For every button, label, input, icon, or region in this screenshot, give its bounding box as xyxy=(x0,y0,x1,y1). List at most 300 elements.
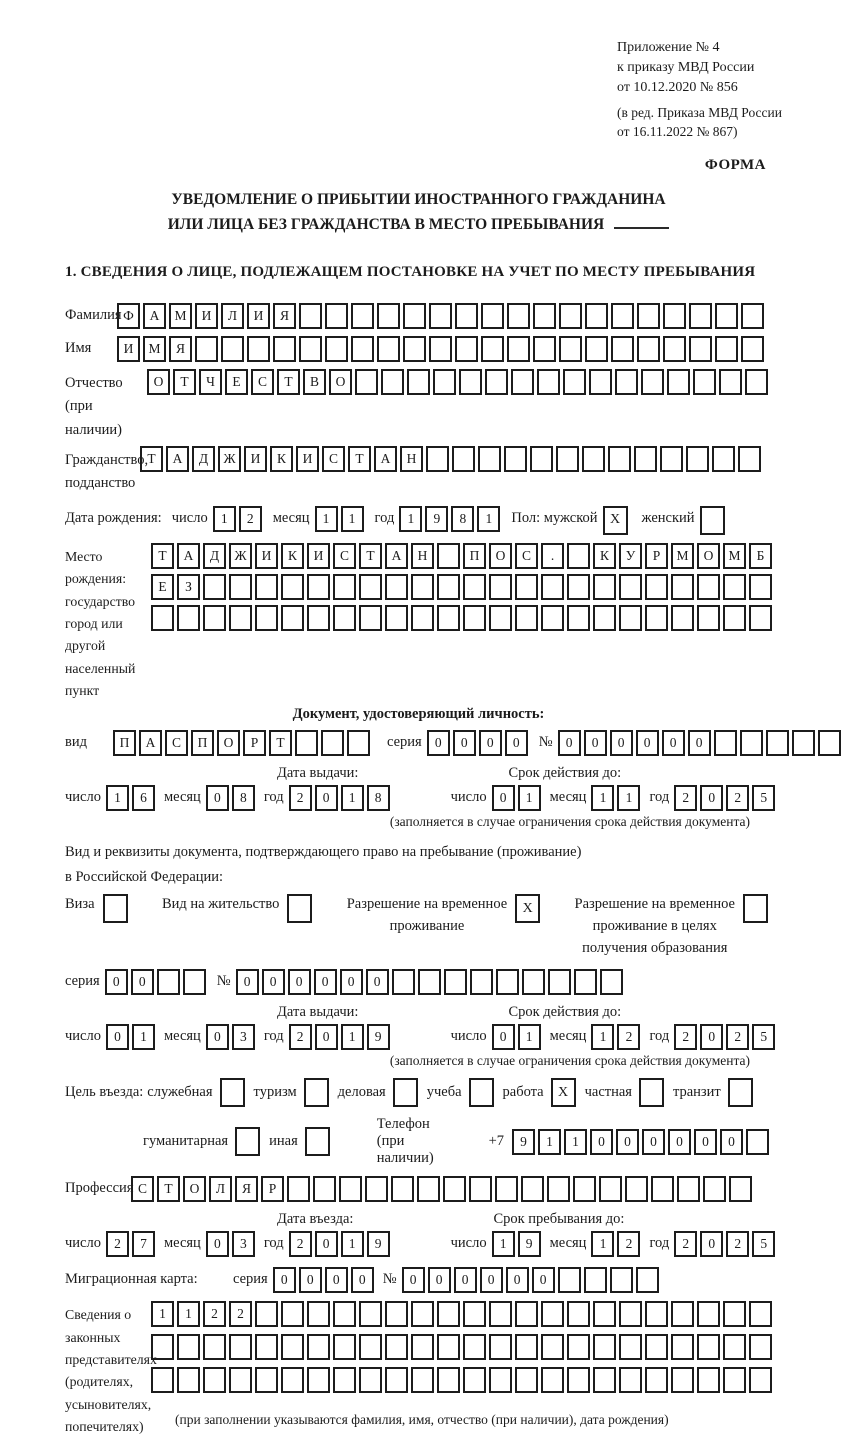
char-cell[interactable]: И xyxy=(117,336,140,362)
char-cell[interactable] xyxy=(365,1176,388,1202)
char-cell[interactable]: М xyxy=(143,336,166,362)
char-cell[interactable] xyxy=(325,303,348,329)
char-cell[interactable] xyxy=(611,336,634,362)
char-cell[interactable]: 2 xyxy=(203,1301,226,1327)
char-cell[interactable]: 2 xyxy=(106,1231,129,1257)
char-cell[interactable] xyxy=(307,574,330,600)
char-cell[interactable] xyxy=(559,336,582,362)
char-cell[interactable] xyxy=(489,1367,512,1393)
char-cell[interactable]: 0 xyxy=(688,730,711,756)
char-cell[interactable] xyxy=(469,1176,492,1202)
char-cell[interactable]: 3 xyxy=(232,1231,255,1257)
char-cell[interactable]: 0 xyxy=(236,969,259,995)
char-cell[interactable] xyxy=(645,605,668,631)
char-cell[interactable] xyxy=(183,969,206,995)
char-cell[interactable] xyxy=(584,1267,607,1293)
char-cell[interactable] xyxy=(533,336,556,362)
char-cell[interactable]: 0 xyxy=(402,1267,425,1293)
char-cell[interactable] xyxy=(437,574,460,600)
char-cell[interactable]: А xyxy=(166,446,189,472)
char-cell[interactable] xyxy=(541,1334,564,1360)
char-cell[interactable] xyxy=(333,1301,356,1327)
purpose-official-checkbox[interactable] xyxy=(220,1078,245,1107)
char-cell[interactable]: 0 xyxy=(584,730,607,756)
char-cell[interactable] xyxy=(663,336,686,362)
char-cell[interactable] xyxy=(574,969,597,995)
char-cell[interactable] xyxy=(392,969,415,995)
char-cell[interactable]: Е xyxy=(225,369,248,395)
char-cell[interactable] xyxy=(548,969,571,995)
char-cell[interactable]: А xyxy=(385,543,408,569)
char-cell[interactable] xyxy=(641,369,664,395)
char-cell[interactable]: 1 xyxy=(315,506,338,532)
char-cell[interactable] xyxy=(391,1176,414,1202)
char-cell[interactable] xyxy=(195,336,218,362)
char-cell[interactable] xyxy=(636,1267,659,1293)
char-cell[interactable]: Б xyxy=(749,543,772,569)
char-cell[interactable] xyxy=(411,1301,434,1327)
char-cell[interactable]: 0 xyxy=(105,969,128,995)
char-cell[interactable] xyxy=(582,446,605,472)
char-cell[interactable]: 0 xyxy=(428,1267,451,1293)
char-cell[interactable] xyxy=(556,446,579,472)
char-cell[interactable] xyxy=(645,1367,668,1393)
char-cell[interactable] xyxy=(418,969,441,995)
char-cell[interactable] xyxy=(515,574,538,600)
char-cell[interactable] xyxy=(749,1334,772,1360)
char-cell[interactable]: 0 xyxy=(506,1267,529,1293)
char-cell[interactable] xyxy=(521,1176,544,1202)
char-cell[interactable] xyxy=(686,446,709,472)
char-cell[interactable] xyxy=(723,1367,746,1393)
char-cell[interactable]: 2 xyxy=(617,1231,640,1257)
char-cell[interactable] xyxy=(749,574,772,600)
char-cell[interactable] xyxy=(463,1367,486,1393)
char-cell[interactable] xyxy=(746,1129,769,1155)
char-cell[interactable]: 2 xyxy=(239,506,262,532)
char-cell[interactable] xyxy=(459,369,482,395)
char-cell[interactable]: Н xyxy=(411,543,434,569)
char-cell[interactable]: 9 xyxy=(518,1231,541,1257)
char-cell[interactable] xyxy=(625,1176,648,1202)
purpose-humanitarian-checkbox[interactable] xyxy=(235,1127,260,1156)
char-cell[interactable]: 0 xyxy=(480,1267,503,1293)
char-cell[interactable]: 1 xyxy=(341,785,364,811)
char-cell[interactable] xyxy=(151,1367,174,1393)
char-cell[interactable]: С xyxy=(333,543,356,569)
char-cell[interactable] xyxy=(351,303,374,329)
char-cell[interactable]: И xyxy=(244,446,267,472)
char-cell[interactable]: 1 xyxy=(341,1024,364,1050)
char-cell[interactable] xyxy=(385,574,408,600)
male-checkbox[interactable]: X xyxy=(603,506,628,535)
char-cell[interactable] xyxy=(697,1301,720,1327)
char-cell[interactable] xyxy=(619,1334,642,1360)
char-cell[interactable] xyxy=(385,1334,408,1360)
char-cell[interactable] xyxy=(667,369,690,395)
char-cell[interactable]: 0 xyxy=(662,730,685,756)
char-cell[interactable] xyxy=(637,336,660,362)
char-cell[interactable]: 1 xyxy=(518,785,541,811)
purpose-transit-checkbox[interactable] xyxy=(728,1078,753,1107)
char-cell[interactable] xyxy=(307,1367,330,1393)
char-cell[interactable]: 0 xyxy=(454,1267,477,1293)
residence-permit-checkbox[interactable] xyxy=(287,894,312,923)
char-cell[interactable]: С xyxy=(322,446,345,472)
char-cell[interactable]: 0 xyxy=(505,730,528,756)
char-cell[interactable]: О xyxy=(697,543,720,569)
char-cell[interactable] xyxy=(359,574,382,600)
char-cell[interactable] xyxy=(567,1334,590,1360)
char-cell[interactable] xyxy=(489,1334,512,1360)
char-cell[interactable] xyxy=(671,605,694,631)
char-cell[interactable]: Я xyxy=(169,336,192,362)
char-cell[interactable] xyxy=(463,1301,486,1327)
char-cell[interactable] xyxy=(470,969,493,995)
char-cell[interactable] xyxy=(645,1334,668,1360)
char-cell[interactable] xyxy=(515,1301,538,1327)
char-cell[interactable]: 0 xyxy=(325,1267,348,1293)
char-cell[interactable]: И xyxy=(195,303,218,329)
char-cell[interactable] xyxy=(719,369,742,395)
char-cell[interactable] xyxy=(229,574,252,600)
char-cell[interactable] xyxy=(533,303,556,329)
char-cell[interactable] xyxy=(489,574,512,600)
char-cell[interactable] xyxy=(507,336,530,362)
temp-residence-checkbox[interactable]: X xyxy=(515,894,540,923)
char-cell[interactable]: 0 xyxy=(642,1129,665,1155)
char-cell[interactable] xyxy=(347,730,370,756)
char-cell[interactable] xyxy=(255,1367,278,1393)
purpose-business-checkbox[interactable] xyxy=(393,1078,418,1107)
char-cell[interactable]: О xyxy=(183,1176,206,1202)
char-cell[interactable]: . xyxy=(541,543,564,569)
char-cell[interactable]: Р xyxy=(261,1176,284,1202)
char-cell[interactable] xyxy=(749,1301,772,1327)
char-cell[interactable] xyxy=(567,605,590,631)
char-cell[interactable]: 1 xyxy=(617,785,640,811)
char-cell[interactable] xyxy=(693,369,716,395)
char-cell[interactable]: 0 xyxy=(694,1129,717,1155)
char-cell[interactable]: Т xyxy=(151,543,174,569)
char-cell[interactable] xyxy=(749,605,772,631)
char-cell[interactable]: М xyxy=(723,543,746,569)
char-cell[interactable] xyxy=(403,336,426,362)
char-cell[interactable]: 0 xyxy=(315,1231,338,1257)
char-cell[interactable] xyxy=(511,369,534,395)
char-cell[interactable]: Я xyxy=(273,303,296,329)
char-cell[interactable]: 1 xyxy=(591,785,614,811)
char-cell[interactable] xyxy=(452,446,475,472)
char-cell[interactable] xyxy=(541,1367,564,1393)
char-cell[interactable] xyxy=(281,1334,304,1360)
char-cell[interactable] xyxy=(714,730,737,756)
char-cell[interactable] xyxy=(177,1334,200,1360)
char-cell[interactable] xyxy=(333,574,356,600)
char-cell[interactable] xyxy=(437,1334,460,1360)
char-cell[interactable]: 6 xyxy=(132,785,155,811)
char-cell[interactable] xyxy=(567,574,590,600)
char-cell[interactable]: 2 xyxy=(229,1301,252,1327)
char-cell[interactable]: Л xyxy=(209,1176,232,1202)
char-cell[interactable] xyxy=(481,336,504,362)
char-cell[interactable]: 2 xyxy=(726,1231,749,1257)
char-cell[interactable] xyxy=(203,1367,226,1393)
char-cell[interactable] xyxy=(741,336,764,362)
char-cell[interactable]: 1 xyxy=(399,506,422,532)
char-cell[interactable] xyxy=(299,336,322,362)
char-cell[interactable]: 8 xyxy=(232,785,255,811)
char-cell[interactable] xyxy=(745,369,768,395)
char-cell[interactable] xyxy=(567,1367,590,1393)
char-cell[interactable] xyxy=(611,303,634,329)
char-cell[interactable] xyxy=(381,369,404,395)
char-cell[interactable] xyxy=(729,1176,752,1202)
char-cell[interactable]: 0 xyxy=(106,1024,129,1050)
char-cell[interactable] xyxy=(385,1301,408,1327)
char-cell[interactable]: Т xyxy=(359,543,382,569)
char-cell[interactable] xyxy=(359,1301,382,1327)
char-cell[interactable] xyxy=(255,574,278,600)
char-cell[interactable]: 0 xyxy=(700,1231,723,1257)
char-cell[interactable]: 2 xyxy=(674,1024,697,1050)
char-cell[interactable]: 0 xyxy=(668,1129,691,1155)
char-cell[interactable] xyxy=(429,303,452,329)
char-cell[interactable] xyxy=(818,730,841,756)
char-cell[interactable] xyxy=(541,605,564,631)
char-cell[interactable] xyxy=(437,605,460,631)
char-cell[interactable]: О xyxy=(217,730,240,756)
char-cell[interactable] xyxy=(411,574,434,600)
char-cell[interactable]: 1 xyxy=(477,506,500,532)
char-cell[interactable]: С xyxy=(251,369,274,395)
purpose-other-checkbox[interactable] xyxy=(305,1127,330,1156)
char-cell[interactable]: В xyxy=(303,369,326,395)
char-cell[interactable] xyxy=(515,1367,538,1393)
char-cell[interactable] xyxy=(287,1176,310,1202)
char-cell[interactable]: А xyxy=(374,446,397,472)
char-cell[interactable] xyxy=(541,1301,564,1327)
char-cell[interactable] xyxy=(645,1301,668,1327)
char-cell[interactable]: 0 xyxy=(700,1024,723,1050)
char-cell[interactable] xyxy=(281,574,304,600)
char-cell[interactable] xyxy=(355,369,378,395)
char-cell[interactable] xyxy=(255,1334,278,1360)
char-cell[interactable]: 1 xyxy=(492,1231,515,1257)
char-cell[interactable] xyxy=(600,969,623,995)
char-cell[interactable]: 2 xyxy=(289,1024,312,1050)
char-cell[interactable]: П xyxy=(191,730,214,756)
char-cell[interactable] xyxy=(715,303,738,329)
char-cell[interactable] xyxy=(663,303,686,329)
char-cell[interactable]: О xyxy=(147,369,170,395)
char-cell[interactable]: Д xyxy=(192,446,215,472)
char-cell[interactable]: 0 xyxy=(479,730,502,756)
char-cell[interactable]: 1 xyxy=(132,1024,155,1050)
char-cell[interactable] xyxy=(351,336,374,362)
char-cell[interactable]: С xyxy=(131,1176,154,1202)
char-cell[interactable] xyxy=(339,1176,362,1202)
char-cell[interactable] xyxy=(689,303,712,329)
char-cell[interactable] xyxy=(333,605,356,631)
purpose-study-checkbox[interactable] xyxy=(469,1078,494,1107)
char-cell[interactable] xyxy=(411,605,434,631)
char-cell[interactable] xyxy=(489,605,512,631)
char-cell[interactable]: О xyxy=(489,543,512,569)
purpose-tourism-checkbox[interactable] xyxy=(304,1078,329,1107)
char-cell[interactable]: Р xyxy=(243,730,266,756)
char-cell[interactable] xyxy=(515,605,538,631)
char-cell[interactable] xyxy=(281,1367,304,1393)
char-cell[interactable] xyxy=(637,303,660,329)
char-cell[interactable] xyxy=(255,605,278,631)
char-cell[interactable] xyxy=(608,446,631,472)
char-cell[interactable] xyxy=(671,1334,694,1360)
char-cell[interactable] xyxy=(585,303,608,329)
char-cell[interactable] xyxy=(697,605,720,631)
char-cell[interactable] xyxy=(522,969,545,995)
char-cell[interactable]: О xyxy=(329,369,352,395)
char-cell[interactable] xyxy=(307,605,330,631)
char-cell[interactable] xyxy=(489,1301,512,1327)
char-cell[interactable]: Т xyxy=(277,369,300,395)
char-cell[interactable]: 9 xyxy=(367,1024,390,1050)
char-cell[interactable] xyxy=(697,1334,720,1360)
char-cell[interactable] xyxy=(703,1176,726,1202)
char-cell[interactable] xyxy=(677,1176,700,1202)
char-cell[interactable] xyxy=(738,446,761,472)
char-cell[interactable]: 0 xyxy=(299,1267,322,1293)
char-cell[interactable] xyxy=(507,303,530,329)
female-checkbox[interactable] xyxy=(700,506,725,535)
char-cell[interactable] xyxy=(359,1334,382,1360)
char-cell[interactable] xyxy=(377,336,400,362)
char-cell[interactable] xyxy=(333,1334,356,1360)
char-cell[interactable] xyxy=(433,369,456,395)
char-cell[interactable] xyxy=(671,1301,694,1327)
char-cell[interactable]: 0 xyxy=(492,1024,515,1050)
char-cell[interactable] xyxy=(273,336,296,362)
char-cell[interactable]: 0 xyxy=(315,785,338,811)
char-cell[interactable]: 5 xyxy=(752,785,775,811)
char-cell[interactable] xyxy=(385,605,408,631)
char-cell[interactable]: Ф xyxy=(117,303,140,329)
char-cell[interactable] xyxy=(229,1367,252,1393)
purpose-work-checkbox[interactable]: X xyxy=(551,1078,576,1107)
char-cell[interactable] xyxy=(749,1367,772,1393)
char-cell[interactable]: 0 xyxy=(131,969,154,995)
char-cell[interactable] xyxy=(455,303,478,329)
char-cell[interactable]: З xyxy=(177,574,200,600)
char-cell[interactable] xyxy=(151,1334,174,1360)
char-cell[interactable] xyxy=(417,1176,440,1202)
char-cell[interactable]: К xyxy=(593,543,616,569)
char-cell[interactable]: 8 xyxy=(367,785,390,811)
char-cell[interactable] xyxy=(559,303,582,329)
char-cell[interactable] xyxy=(495,1176,518,1202)
char-cell[interactable] xyxy=(426,446,449,472)
char-cell[interactable]: И xyxy=(307,543,330,569)
char-cell[interactable]: И xyxy=(247,303,270,329)
char-cell[interactable]: Ж xyxy=(218,446,241,472)
char-cell[interactable]: М xyxy=(169,303,192,329)
char-cell[interactable] xyxy=(177,605,200,631)
char-cell[interactable] xyxy=(229,1334,252,1360)
char-cell[interactable]: 0 xyxy=(532,1267,555,1293)
temp-residence-education-checkbox[interactable] xyxy=(743,894,768,923)
char-cell[interactable]: 0 xyxy=(288,969,311,995)
char-cell[interactable]: 0 xyxy=(700,785,723,811)
char-cell[interactable] xyxy=(660,446,683,472)
char-cell[interactable] xyxy=(307,1301,330,1327)
char-cell[interactable] xyxy=(203,605,226,631)
char-cell[interactable]: 1 xyxy=(177,1301,200,1327)
char-cell[interactable]: С xyxy=(165,730,188,756)
char-cell[interactable]: 2 xyxy=(726,1024,749,1050)
char-cell[interactable] xyxy=(741,303,764,329)
char-cell[interactable]: 0 xyxy=(610,730,633,756)
char-cell[interactable] xyxy=(567,543,590,569)
char-cell[interactable] xyxy=(671,1367,694,1393)
char-cell[interactable]: И xyxy=(296,446,319,472)
char-cell[interactable]: Т xyxy=(269,730,292,756)
char-cell[interactable]: Н xyxy=(400,446,423,472)
char-cell[interactable]: 3 xyxy=(232,1024,255,1050)
char-cell[interactable]: Д xyxy=(203,543,226,569)
char-cell[interactable]: 2 xyxy=(674,785,697,811)
char-cell[interactable]: 1 xyxy=(591,1024,614,1050)
char-cell[interactable] xyxy=(307,1334,330,1360)
char-cell[interactable]: Ч xyxy=(199,369,222,395)
char-cell[interactable]: 0 xyxy=(590,1129,613,1155)
char-cell[interactable] xyxy=(481,303,504,329)
char-cell[interactable] xyxy=(463,605,486,631)
char-cell[interactable]: С xyxy=(515,543,538,569)
char-cell[interactable] xyxy=(407,369,430,395)
char-cell[interactable] xyxy=(151,605,174,631)
visa-checkbox[interactable] xyxy=(103,894,128,923)
char-cell[interactable] xyxy=(619,1367,642,1393)
char-cell[interactable] xyxy=(537,369,560,395)
char-cell[interactable]: 0 xyxy=(366,969,389,995)
char-cell[interactable]: Р xyxy=(645,543,668,569)
char-cell[interactable] xyxy=(723,605,746,631)
char-cell[interactable]: Л xyxy=(221,303,244,329)
char-cell[interactable] xyxy=(645,574,668,600)
char-cell[interactable]: Т xyxy=(173,369,196,395)
char-cell[interactable] xyxy=(455,336,478,362)
char-cell[interactable]: 0 xyxy=(636,730,659,756)
char-cell[interactable]: 0 xyxy=(262,969,285,995)
char-cell[interactable] xyxy=(411,1367,434,1393)
char-cell[interactable]: 2 xyxy=(726,785,749,811)
char-cell[interactable] xyxy=(593,1334,616,1360)
char-cell[interactable] xyxy=(723,574,746,600)
char-cell[interactable] xyxy=(558,1267,581,1293)
char-cell[interactable]: 0 xyxy=(340,969,363,995)
char-cell[interactable]: 0 xyxy=(558,730,581,756)
char-cell[interactable] xyxy=(697,574,720,600)
char-cell[interactable] xyxy=(247,336,270,362)
char-cell[interactable]: 8 xyxy=(451,506,474,532)
char-cell[interactable] xyxy=(530,446,553,472)
char-cell[interactable]: 0 xyxy=(616,1129,639,1155)
char-cell[interactable] xyxy=(593,605,616,631)
char-cell[interactable]: 0 xyxy=(492,785,515,811)
char-cell[interactable] xyxy=(299,303,322,329)
char-cell[interactable]: П xyxy=(463,543,486,569)
char-cell[interactable]: 5 xyxy=(752,1024,775,1050)
